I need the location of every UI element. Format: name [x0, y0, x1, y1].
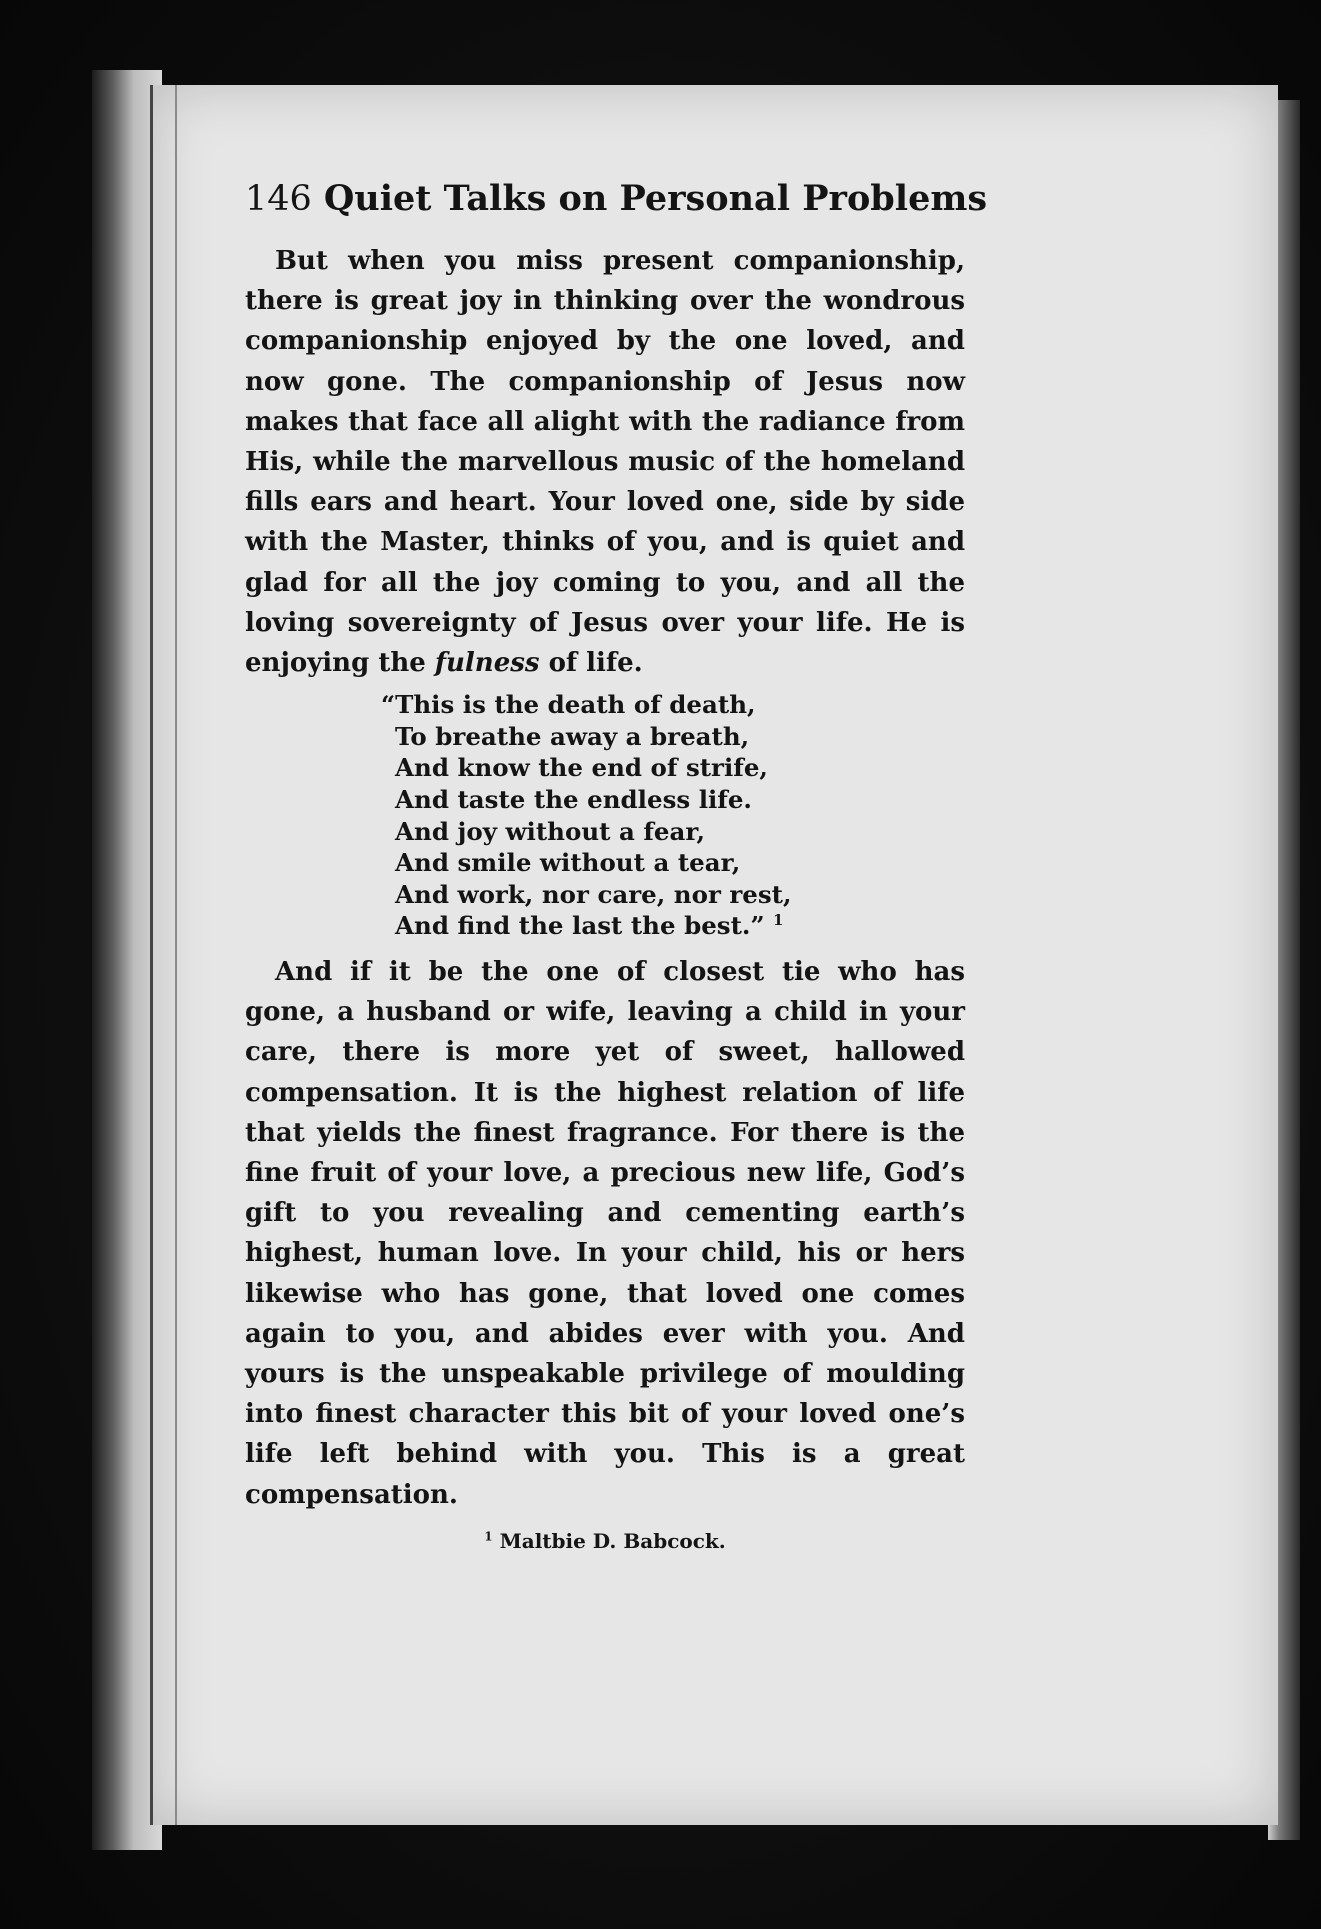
page-number: 146 [245, 179, 312, 219]
paragraph-1-text: But when you miss present companionship, there is great joy in thinking over the wondrous companionship enjoyed by the one loved, and now gone. The companionship of Jesus now makes that face all alight with the radiance from His, while the marvellous music of the homeland fills ears and heart. Your loved one, side by side with the Master, thinks of you, and is quiet and glad for all the joy coming to you, and all the loving sovereignty of Jesus over your life. He is enjoying the [245, 246, 965, 679]
poem-line-text: And find the last the best.” [395, 911, 765, 941]
poem-line: And work, nor care, nor rest, [395, 879, 792, 909]
poem-line: To breathe away a breath, [395, 721, 750, 751]
poem-line: And joy without a fear, [395, 816, 706, 846]
poem-line-last [395, 910, 965, 942]
poem-line: And smile without a tear, [395, 848, 741, 878]
paragraph-2 [245, 952, 965, 1515]
paragraph-1-ending: of life. [548, 648, 643, 679]
poem-line: And know the end of strife, [395, 753, 768, 783]
footnote-reference: 1 [773, 912, 784, 930]
poem-line: And taste the endless life. [395, 785, 752, 815]
paragraph-2-text: And if it be the one of closest tie who has gone, a husband or wife, leaving a child in your care, there is more yet of sweet, hallowed compensation. It is the highest relation of life that yields the finest fragrance. For there is the fine fruit of your love, a precious new life, God’s gift to you revealing and cementing earth’s highest, human love. In your child, his or hers likewise who has gone, that loved one comes again to you, and abides ever with you. And yours is the unspeakable privilege of moulding into finest character this bit of your loved one’s life left behind with you. This is a great compensation. [245, 956, 965, 1510]
poem-line: “This is the death of death, [381, 690, 756, 720]
footnote-marker: 1 [484, 1529, 493, 1544]
running-header [245, 178, 988, 219]
poem-quote [381, 689, 965, 942]
paragraph-1-emphasis: fulness [434, 648, 540, 679]
page-text-block [245, 178, 988, 1553]
footnote [245, 1529, 965, 1553]
page-binding-rule [175, 85, 177, 1825]
paragraph-1 [245, 241, 965, 683]
running-title: Quiet Talks on Personal Problems [323, 178, 988, 219]
footnote-text: Maltbie D. Babcock. [499, 1528, 726, 1553]
